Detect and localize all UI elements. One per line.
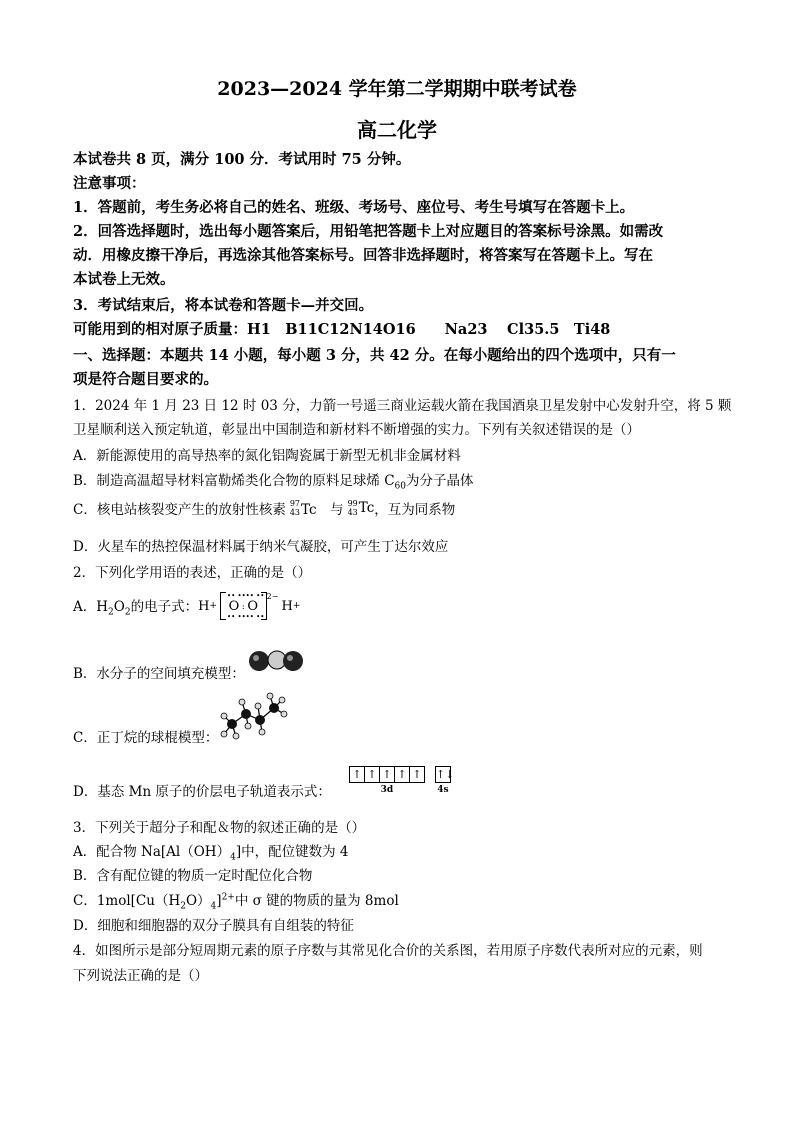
- isotope-1-numbers: 97 43: [289, 499, 301, 517]
- q2-a-text: A．$H_2O_2$的电子式：: [73, 598, 199, 618]
- orbital-4s-box-1: ↑↓: [435, 767, 455, 781]
- notes-heading: 注意事项：: [73, 175, 146, 192]
- atomic-masses: 可能用到的相对原子质量：H1 B11C12N14O16 Na23 Cl35.5 Ti48: [73, 321, 611, 338]
- note-1: 1．答题前，考生务必将自己的姓名、班级、考场号、座位号、考生号填写在答题卡上。: [73, 199, 635, 216]
- q4-stem-line-1: 4．如图所示是部分短周期元素的原子序数与其常见化合价的关系图，若用原子序数代表所对应的元素，则: [73, 943, 703, 959]
- isotope-2-numbers: 99 43: [347, 499, 358, 517]
- orbital-3d-box-2: ↑: [365, 767, 380, 782]
- q1-option-b: [73, 469, 474, 492]
- q2-c-text: C．正丁烷的球棍模型：: [73, 730, 219, 746]
- q3-option-c: C．$1mol[Cu(H_2O)_4]^{2+}$中 σ 键的物质的量为 8mol: [73, 892, 399, 912]
- q1-option-a: A．新能源使用的高导热率的氮化铝陶瓷属于新型无机非金属材料: [73, 448, 461, 464]
- note-2-line-2: 动．用橡皮擦干净后，再选涂其他答案标号。回答非选择题时，将答案写在答题卡上。写在: [73, 247, 653, 264]
- q3-option-a: A．配合物 $Na[Al(OH)_4]$中，配位键数为 4: [73, 844, 349, 863]
- q1-c-text: C．核电站核裂变产生的放射性核素: [73, 502, 286, 518]
- orbital-3d-box-1: ↑: [350, 767, 365, 782]
- q1-stem-line-2: 卫星顺利送入预定轨道，彰显出中国制造和新材料不断增强的实力。下列有关叙述错误的是（）: [73, 422, 640, 438]
- note-3: 3．考试结束后，将本试卷和答题卡—并交回。: [73, 297, 374, 314]
- note-2-line-1: 2．回答选择题时，选出每小题答案后，用铅笔把答题卡上对应题目的答案标号涂黑。如需改: [73, 223, 664, 240]
- q3-option-b: B．含有配位键的物质一定时配位化合物: [73, 868, 313, 884]
- exam-title: 2023—2024 学年第二学期期中联考试卷: [217, 78, 577, 100]
- orbital-3d: ↑ ↑ ↑ ↑ ↑ 3d: [349, 766, 425, 795]
- note-2-line-3: 本试卷上无效。: [73, 271, 175, 288]
- q3-option-d: D．细胞和细胞器的双分子膜具有自组装的特征: [73, 918, 354, 934]
- section-1-line-2: 项是符合题目要求的。: [73, 371, 218, 388]
- q1-b-sub: 60: [394, 481, 406, 492]
- q1-stem-line-1: 1．2024 年 1 月 23 日 12 时 03 分，力箭一号遥三商业运载火箭在我国酒泉卫星发射中心发射升空，将 5 颗: [73, 398, 732, 414]
- butane-ball-stick-model: [218, 690, 290, 746]
- isotope-2-symbol: Tc: [358, 500, 375, 516]
- orbital-3d-box-5: ↑: [412, 767, 422, 781]
- electron-formula: H + •• •• O •• •• : •• •• O •• •• $^{2-}$ H +: [198, 591, 301, 621]
- intro-line: 本试卷共 8 页，满分 100 分．考试用时 75 分钟。: [73, 151, 411, 168]
- section-1-line-1: 一、选择题：本题共 14 小题，每小题 3 分，共 42 分。在每小题给出的四个选项中，只有一: [73, 347, 676, 364]
- q1-option-d: D．火星车的热控保温材料属于纳米气凝胶，可产生丁达尔效应: [73, 539, 449, 555]
- q1-option-c: [73, 498, 455, 518]
- q1-c-post: ，互为同系物: [374, 502, 456, 518]
- q2-d-text: D．基态 Mn 原子的价层电子轨道表示式：: [73, 784, 331, 800]
- q2-option-a: [73, 592, 300, 620]
- orbital-3d-box-4: ↑: [395, 767, 410, 782]
- water-space-filling-model: [247, 648, 307, 674]
- q2-option-c: [73, 690, 290, 746]
- q2-option-d: [73, 760, 455, 800]
- orbital-4s: ↑↓ 4s: [435, 767, 455, 795]
- q3-stem: 3．下列关于超分子和配＆物的叙述正确的是（）: [73, 820, 366, 836]
- q2-option-b: [73, 652, 307, 682]
- isotope-1-symbol: Tc 与: [301, 502, 344, 518]
- q4-stem-line-2: 下列说法正确的是（）: [73, 968, 208, 984]
- orbital-3d-box-3: ↑: [380, 767, 395, 782]
- exam-subject: 高二化学: [357, 118, 437, 142]
- q2-b-text: B．水分子的空间填充模型：: [73, 666, 245, 682]
- q2-stem: 2．下列化学用语的表述，正确的是（）: [73, 565, 312, 581]
- q1-b-text: B．制造高温超导材料富勒烯类化合物的原料足球烯 C: [73, 473, 395, 489]
- q1-b-post: 为分子晶体: [406, 473, 474, 489]
